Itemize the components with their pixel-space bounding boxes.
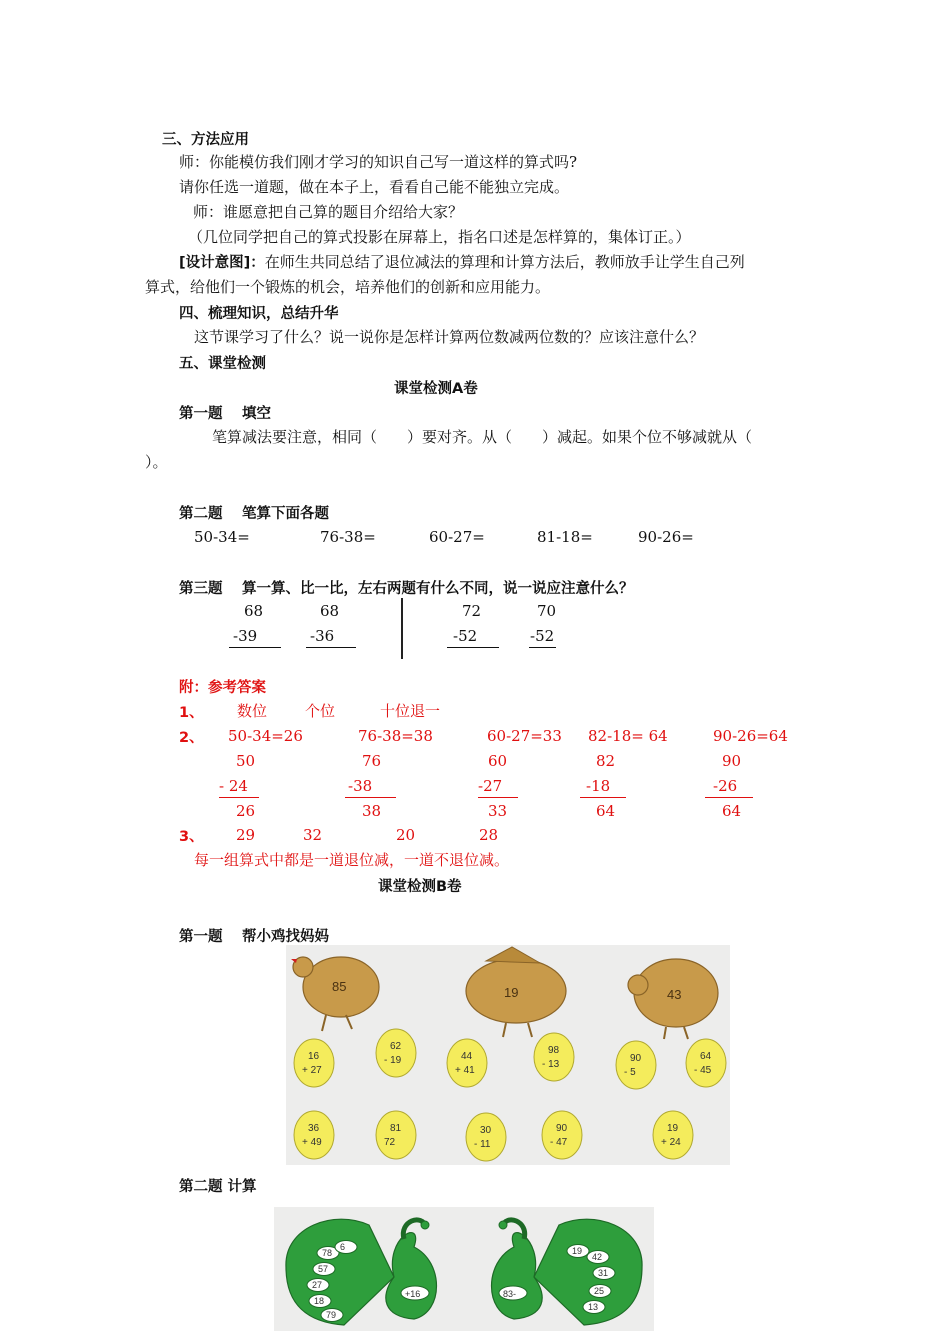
- hen-number: 19: [504, 985, 519, 1000]
- answer2-equation: 76-38=38: [358, 727, 433, 745]
- answer2-col-op: -18: [580, 776, 626, 798]
- right-peacock-body: [492, 1233, 543, 1319]
- feather-number: 79: [326, 1310, 337, 1320]
- answer1-item: 个位: [305, 702, 336, 720]
- answer2-col-top: 90: [722, 752, 742, 770]
- chick-number-bottom: - 5: [624, 1067, 636, 1078]
- answer2-col-res: 64: [596, 802, 616, 820]
- design-intent-line1: [179, 252, 745, 273]
- q2-item: 50-34=: [194, 528, 250, 546]
- chick-number-bottom: + 49: [302, 1137, 322, 1148]
- answer1-item: 十位退一: [380, 702, 441, 720]
- answer2-col-res: 64: [722, 802, 742, 820]
- q2-item: 60-27=: [429, 528, 485, 546]
- testB-title: 课堂检测B卷: [378, 879, 462, 895]
- section4-heading: 四、梳理知识，总结升华: [179, 306, 339, 322]
- hen: [291, 957, 379, 1031]
- q3-divider: [401, 598, 403, 659]
- right-peacock-body-label: 83-: [503, 1289, 517, 1299]
- answer2-col-res: 38: [362, 802, 382, 820]
- section3-heading: 三、方法应用: [162, 132, 249, 148]
- feather-oval: [335, 1241, 357, 1254]
- chick: [542, 1111, 582, 1159]
- q3-left-top: 68: [320, 602, 340, 620]
- testA-q2-title: 第二题 笔算下面各题: [179, 506, 330, 522]
- chick: [376, 1111, 416, 1159]
- answers-title: 附：参考答案: [179, 680, 266, 696]
- answer1-item: 数位: [237, 702, 268, 720]
- q3-left-top: 68: [244, 602, 264, 620]
- sec3-paragraph-3: 师：谁愿意把自己算的题目介绍给大家？: [193, 203, 464, 221]
- chick-number-bottom: - 47: [550, 1137, 568, 1148]
- left-peacock-body: [386, 1233, 437, 1319]
- chick: [653, 1111, 693, 1159]
- chick-number-top: 64: [700, 1051, 712, 1062]
- feather-number: 18: [314, 1296, 325, 1306]
- chick-number-top: 90: [556, 1123, 568, 1134]
- answer3-number: 3、: [179, 829, 204, 845]
- chick-number-bottom: 72: [384, 1137, 396, 1148]
- chick: [376, 1029, 416, 1077]
- chick-number-top: 81: [390, 1123, 402, 1134]
- hen-number: 43: [667, 987, 682, 1002]
- answer3-item: 20: [396, 826, 416, 844]
- design-intent-text1: 在师生共同总结了退位减法的算理和计算方法后，教师放手让学生自己列: [264, 253, 745, 271]
- chick-number-top: 44: [461, 1051, 473, 1062]
- answer2-col-top: 76: [362, 752, 382, 770]
- answer2-number: 2、: [179, 730, 204, 746]
- chick: [686, 1039, 726, 1087]
- q3-left-bottom: -39: [229, 626, 281, 648]
- hen-and-chicks-illustration: [286, 945, 730, 1165]
- answer2-col-res: 26: [236, 802, 256, 820]
- testB-q2-title: 第二题 计算: [179, 1179, 257, 1195]
- chick: [294, 1111, 334, 1159]
- testB-q1-title: 第一题 帮小鸡找妈妈: [179, 929, 330, 945]
- testA-q3-title: 第三题 算一算、比一比，左右两题有什么不同，说一说应注意什么？: [179, 581, 634, 597]
- chick-number-top: 98: [548, 1045, 560, 1056]
- hen-number: 85: [332, 979, 347, 994]
- chick-number-bottom: + 27: [302, 1065, 322, 1076]
- feather-number: 57: [318, 1264, 329, 1274]
- feather-number: 42: [592, 1252, 603, 1262]
- chick-number-bottom: - 19: [384, 1055, 402, 1066]
- left-peacock-tail: [286, 1219, 394, 1325]
- answer2-col-top: 50: [236, 752, 256, 770]
- chick-number-bottom: - 45: [694, 1065, 712, 1076]
- sec4-paragraph-1: 这节课学习了什么？说一说你是怎样计算两位数减两位数的？应该注意什么？: [194, 328, 705, 346]
- q2-item: 90-26=: [638, 528, 694, 546]
- answer3-item: 32: [303, 826, 323, 844]
- chick-number-bottom: - 13: [542, 1059, 560, 1070]
- q3-right-top: 70: [537, 602, 557, 620]
- testA-q1-line1: 笔算减法要注意，相同（ ）要对齐。从（ ）减起。如果个位不够减就从（: [212, 428, 753, 446]
- answer2-col-top: 60: [488, 752, 508, 770]
- q3-left-bottom: -36: [306, 626, 356, 648]
- answer2-col-res: 33: [488, 802, 508, 820]
- chick-number-top: 90: [630, 1053, 642, 1064]
- feather-number: 25: [594, 1286, 605, 1296]
- answer2-col-op: - 24: [219, 776, 259, 798]
- feather-number: 19: [572, 1246, 583, 1256]
- chick-number-top: 30: [480, 1125, 492, 1136]
- chick-number-top: 16: [308, 1051, 320, 1062]
- chick-number-top: 19: [667, 1123, 679, 1134]
- chick: [616, 1041, 656, 1089]
- answer3-item: 29: [236, 826, 256, 844]
- q2-item: 81-18=: [537, 528, 593, 546]
- hen: [628, 959, 718, 1039]
- chick: [447, 1039, 487, 1087]
- answer2-equation: 82-18= 64: [588, 727, 668, 745]
- answer2-equation: 90-26=64: [713, 727, 788, 745]
- peacock-illustration: [274, 1207, 654, 1331]
- feather-number: 27: [312, 1280, 323, 1290]
- testA-q1-title: 第一题 填空: [179, 406, 272, 422]
- q3-right-top: 72: [462, 602, 482, 620]
- feather-number: 78: [322, 1248, 333, 1258]
- testA-q1-line2: ）。: [145, 453, 168, 471]
- answer2-col-top: 82: [596, 752, 616, 770]
- answer2-col-op: -27: [478, 776, 518, 798]
- answer2-col-op: -38: [345, 776, 396, 798]
- design-intent-label: [设计意图]：: [179, 255, 265, 271]
- section5-heading: 五、课堂检测: [179, 356, 266, 372]
- chick: [294, 1039, 334, 1087]
- sec3-paragraph-1: 师：你能模仿我们刚才学习的知识自己写一道这样的算式吗?: [179, 153, 578, 171]
- q2-item: 76-38=: [320, 528, 376, 546]
- chick-number-top: 36: [308, 1123, 320, 1134]
- q3-right-bottom: -52: [447, 626, 499, 648]
- answer2-equation: 50-34=26: [228, 727, 303, 745]
- design-intent-text2: 算式，给他们一个锻炼的机会，培养他们的创新和应用能力。: [145, 278, 551, 296]
- feather-number: 13: [588, 1302, 599, 1312]
- feather-number: 31: [598, 1268, 609, 1278]
- answer3-item: 28: [479, 826, 499, 844]
- chick-number-bottom: + 41: [455, 1065, 475, 1076]
- chick-number-top: 62: [390, 1041, 402, 1052]
- answer2-col-op: -26: [705, 776, 753, 798]
- left-peacock-body-label: +16: [405, 1289, 421, 1299]
- feather-number: 6: [340, 1242, 346, 1252]
- chick-number-bottom: + 24: [661, 1137, 681, 1148]
- sec3-paragraph-2: 请你任选一道题，做在本子上，看看自己能不能独立完成。: [179, 178, 570, 196]
- sec3-paragraph-4: （几位同学把自己的算式投影在屏幕上，指名口述是怎样算的，集体订正。）: [188, 228, 691, 246]
- chick-number-bottom: - 11: [474, 1139, 491, 1150]
- testA-title: 课堂检测A卷: [394, 381, 478, 397]
- chick: [534, 1033, 574, 1081]
- answer2-equation: 60-27=33: [487, 727, 562, 745]
- answer3-note: 每一组算式中都是一道退位减，一道不退位减。: [194, 851, 510, 869]
- q3-right-bottom: -52: [529, 626, 556, 648]
- hen: [466, 947, 566, 1037]
- answer1-number: 1、: [179, 705, 204, 721]
- chick: [466, 1113, 506, 1161]
